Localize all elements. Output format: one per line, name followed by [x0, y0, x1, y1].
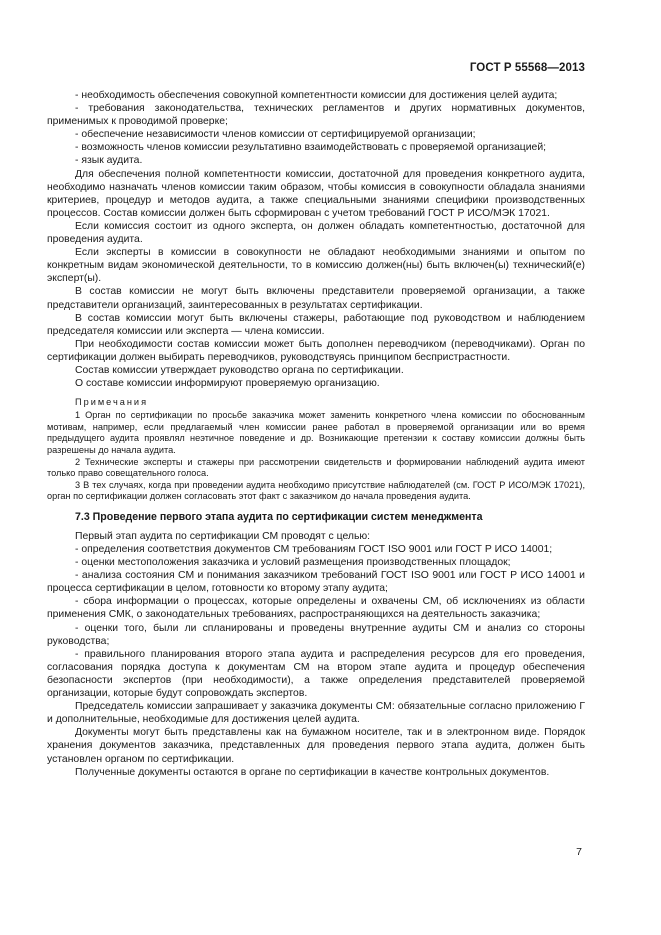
list-item: - оценки того, были ли спланированы и проведены внутренние аудиты СМ и анализ со стороны руководства;: [47, 622, 585, 647]
list-item: - язык аудита.: [75, 155, 143, 167]
page-number: 7: [576, 846, 582, 858]
paragraph: Если эксперты в комиссии в совокупности не обладают необходимыми знаниями и опытом по конкретным видам экономической деятельности, то в комиссию должен(ны) быть включен(ы) технический(е) эксперт(ы).: [47, 247, 585, 285]
list-item: - определения соответствия документов СМ требованиям ГОСТ ISO 9001 или ГОСТ Р ИСО 14001;: [75, 544, 553, 555]
list-item: - обеспечение независимости членов комиссии от сертифицируемой организации;: [75, 129, 476, 141]
document-number: ГОСТ Р 55568—2013: [469, 62, 585, 74]
paragraph: О составе комиссии информируют проверяемую организацию.: [75, 378, 380, 390]
list-item: - оценки местоположения заказчика и условий размещения производственных площадок;: [75, 557, 511, 569]
note-item: 1 Орган по сертификации по просьбе заказчика может заменить конкретного члена комиссии по обоснованным мотивам, например, если предлагаемый член комиссии ранее работал в проверяемой организации или во время предыдущего аудита проявлял неэтичное поведение и др. Возникающие претензии к составу комиссии должны быть разрешены до начала аудита.: [47, 410, 585, 455]
section-heading: 7.3 Проведение первого этапа аудита по сертификации систем менеджмента: [75, 510, 483, 523]
notes-title: Примечания: [75, 397, 149, 408]
list-item: - анализа состояния СМ и понимания заказчиком требований ГОСТ ISO 9001 или ГОСТ Р ИСО 14001 и процесса сертификации в целом, готовности ко второму этапу аудита;: [47, 570, 585, 595]
list-item: - сбора информации о процессах, которые определены и охвачены СМ, об исключениях из области применения СМК, о законодательных требованиях, распространяющихся на деятельность заказчика;: [47, 596, 585, 621]
list-item: - требования законодательства, технических регламентов и других нормативных документов, применимых к проводимой проверке;: [47, 103, 585, 128]
list-item: - правильного планирования второго этапа аудита и распределения ресурсов для его проведения, согласования порядка доступа к документам СМ на втором этапе аудита и процедур обеспечения безопасности экспертов (при необходимости), а также определения представителей проверяемой организации, которые будут сопровождать экспертов.: [47, 648, 585, 700]
paragraph: Полученные документы остаются в органе по сертификации в качестве контрольных документов.: [75, 766, 550, 778]
document-body: [47, 89, 585, 779]
list-item: - необходимость обеспечения совокупной компетентности комиссии для достижения целей аудита;: [75, 90, 558, 101]
paragraph: Председатель комиссии запрашивает у заказчика документы СМ: обязательные согласно приложению Г и дополнительные, необходимые для достижения целей аудита.: [47, 701, 585, 726]
paragraph: Документы могут быть представлены как на бумажном носителе, так и в электронном виде. Порядок хранения документов заказчика, представленных для проведения первого этапа аудита, должен быть установлен органом по сертификации.: [47, 727, 585, 765]
paragraph: В состав комиссии могут быть включены стажеры, работающие под руководством и наблюдением председателя комиссии или эксперта — члена комиссии.: [47, 312, 585, 337]
note-item: 2 Технические эксперты и стажеры при рассмотрении свидетельств и формировании наблюдений аудита имеют только право совещательного голоса.: [47, 456, 585, 479]
paragraph: Первый этап аудита по сертификации СМ проводят с целью:: [75, 530, 371, 542]
list-item: - возможность членов комиссии результативно взаимодействовать с проверяемой организацией;: [75, 142, 547, 154]
paragraph: При необходимости состав комиссии может быть дополнен переводчиком (переводчиками). Орган по сертификации должен выбирать переводчиков, руководствуясь принципом беспристрастности.: [47, 338, 585, 363]
paragraph: Если комиссия состоит из одного эксперта, он должен обладать компетентностью, достаточной для проведения аудита.: [47, 220, 585, 246]
paragraph: В состав комиссии не могут быть включены представители проверяемой организации, а также представители организаций, заинтересованных в результатах сертификации.: [47, 286, 585, 311]
note-item: 3 В тех случаях, когда при проведении аудита необходимо присутствие наблюдателей (см. ГОСТ Р ИСО/МЭК 17021), орган по сертификации должен согласовать этот факт с заказчиком до начала проведения аудита.: [47, 479, 585, 502]
paragraph: Для обеспечения полной компетентности комиссии, достаточной для проведения конкретного аудита, необходимо назначать членов комиссии таким образом, чтобы комиссия в совокупности обладала знаниями критериев, процедур и методов аудита, а также специальными знаниями специфики производственных процессов. Состав комиссии должен быть сформирован с учетом требований ГОСТ Р ИСО/МЭК 17021.: [47, 168, 585, 219]
paragraph: Состав комиссии утверждает руководство органа по сертификации.: [75, 364, 404, 376]
